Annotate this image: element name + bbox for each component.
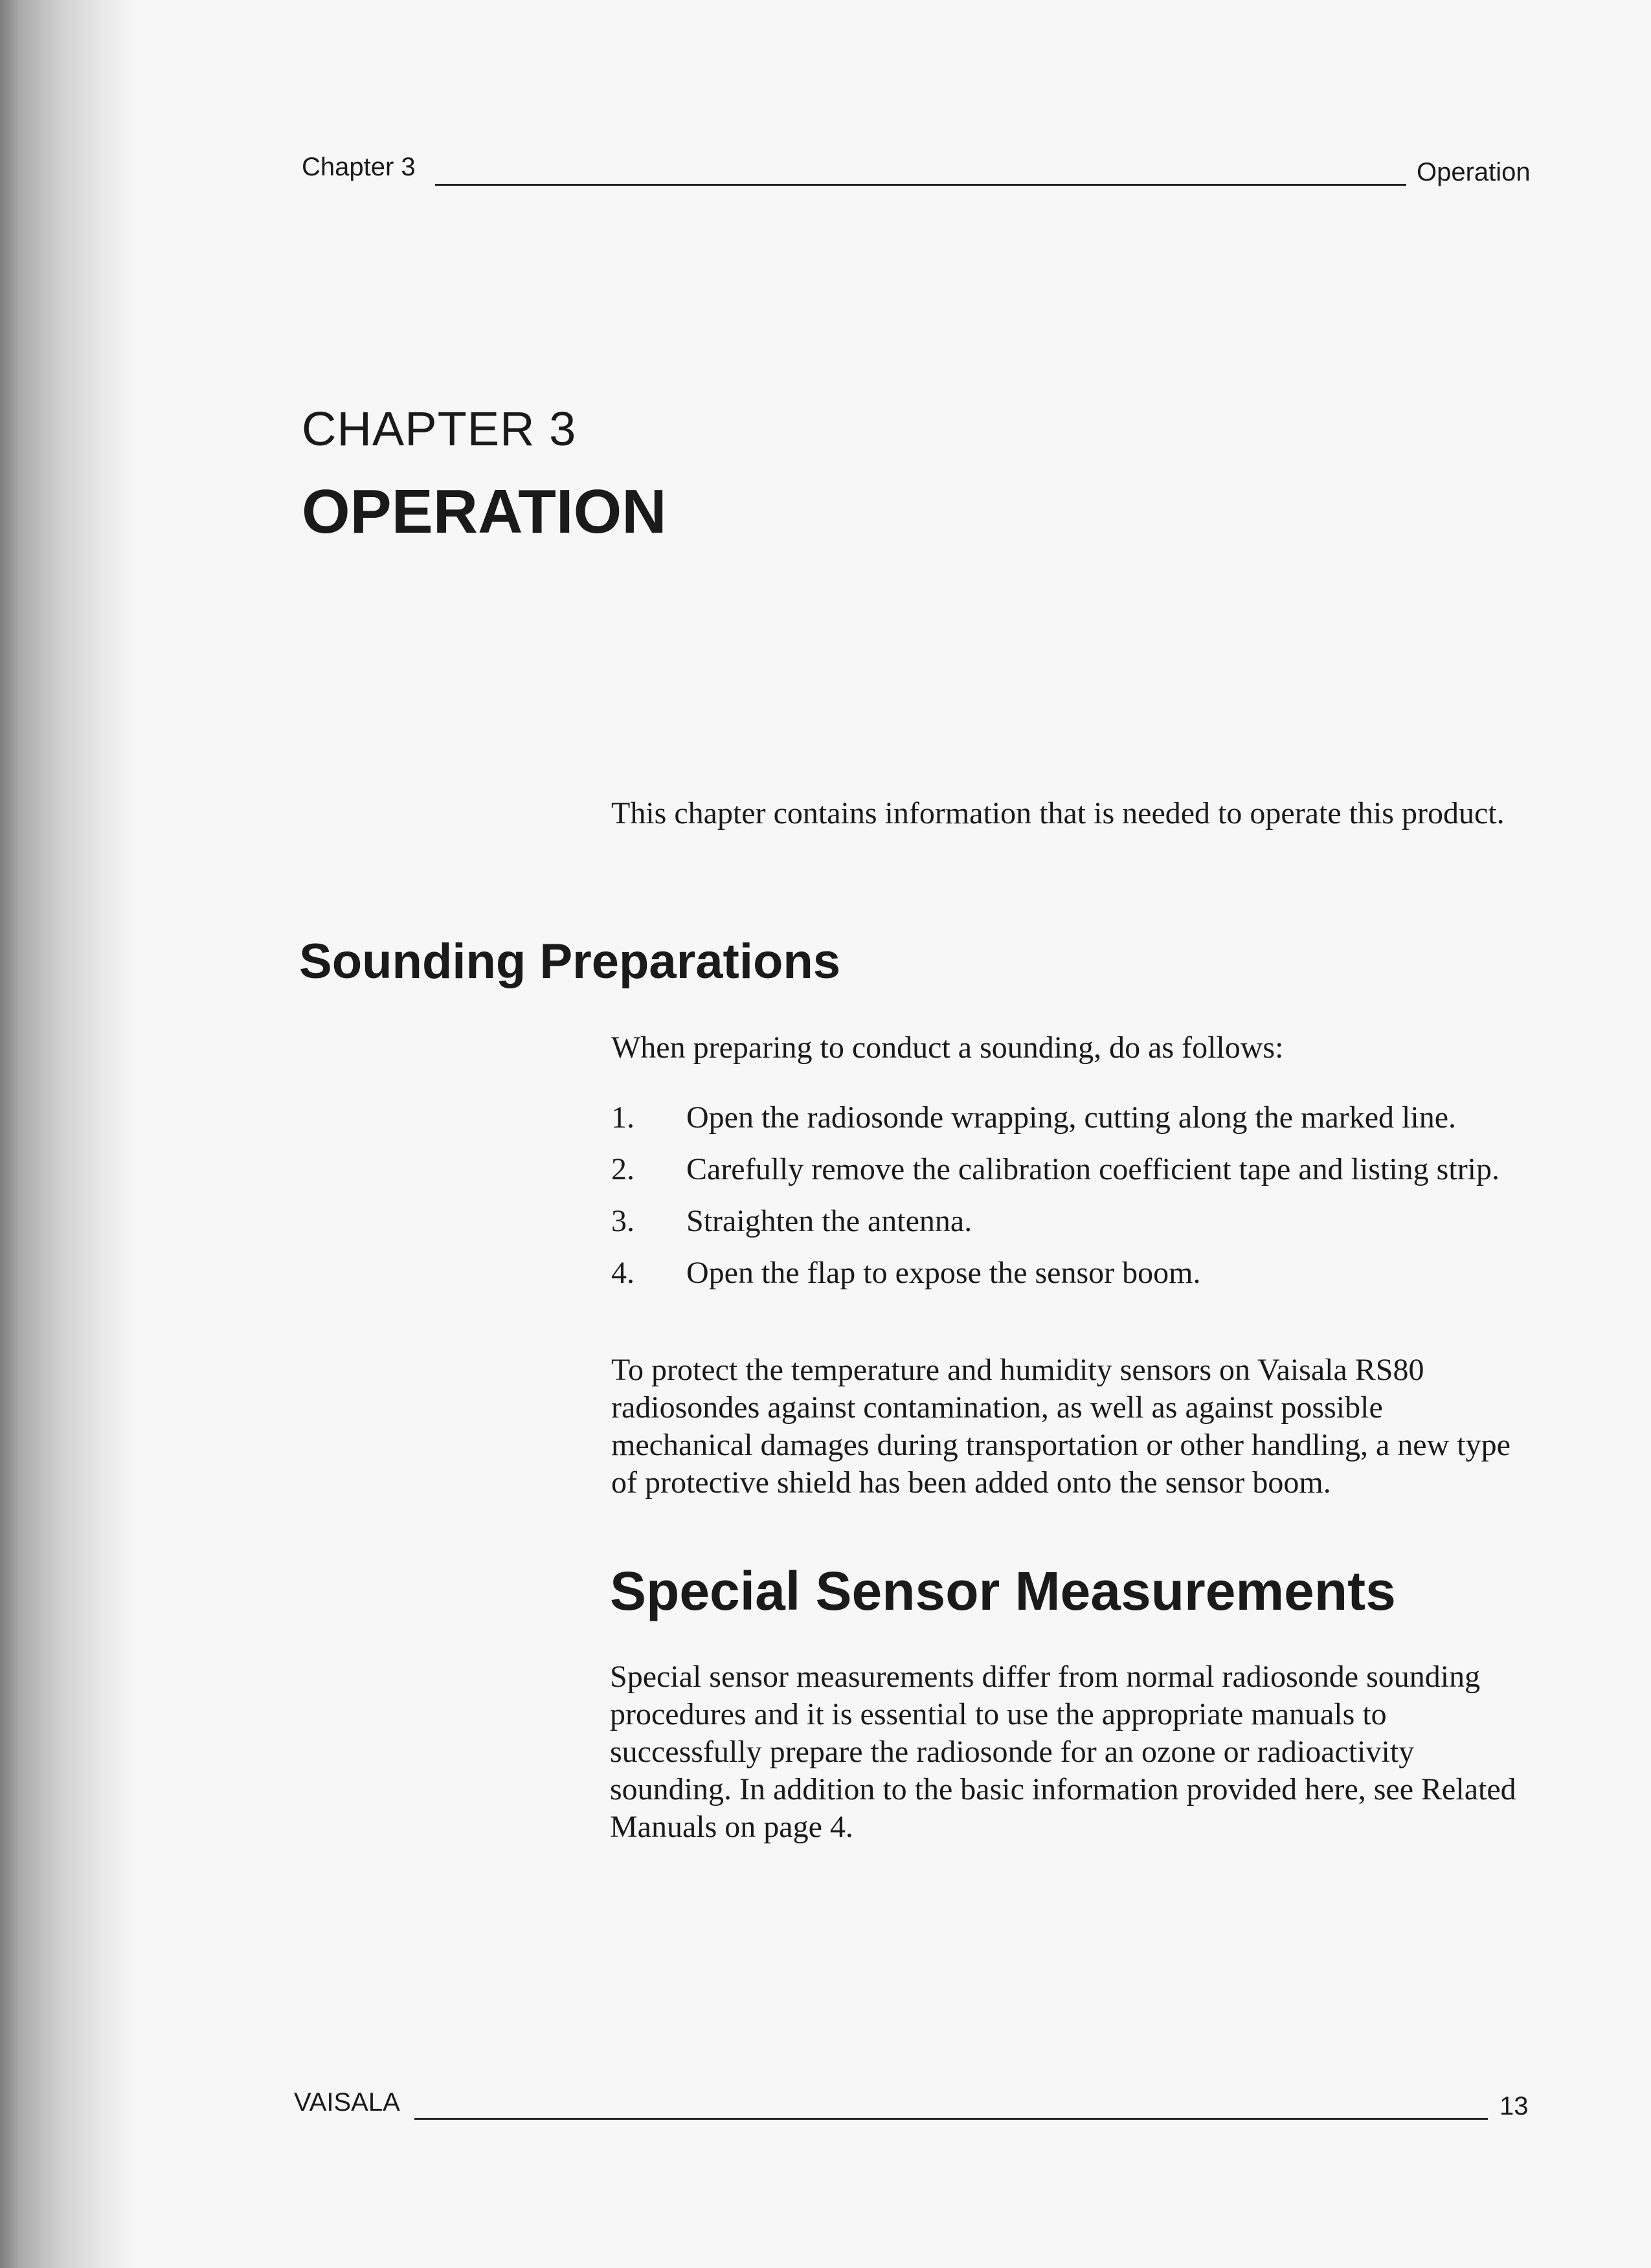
section-heading-sounding-preparations: Sounding Preparations (299, 934, 841, 989)
page-number: 13 (1499, 2092, 1529, 2120)
protective-shield-paragraph: To protect the temperature and humidity sensors on Vaisala RS80 radiosondes against contamination, as well as against possible mechanical damages during transportation or other handling, a new type of protective shield has been added onto the sensor boom. (611, 1353, 1511, 1500)
running-header-chapter: Chapter 3 (302, 153, 416, 181)
book-binding-shadow (0, 0, 136, 2268)
step-text: Straighten the antenna. (686, 1204, 972, 1238)
step-number: 3. (611, 1204, 635, 1238)
list-item (611, 1254, 1518, 1292)
footer-rule (414, 2118, 1488, 2120)
sounding-steps-list (611, 1099, 1518, 1306)
sounding-lead-text: When preparing to conduct a sounding, do as follows: (611, 1030, 1284, 1065)
footer-brand: VAISALA (294, 2088, 400, 2117)
header-rule (435, 184, 1406, 186)
list-item (611, 1203, 1518, 1240)
step-number: 4. (611, 1256, 635, 1290)
intro-paragraph: This chapter contains information that is needed to operate this product. (611, 796, 1505, 830)
chapter-label: CHAPTER 3 (302, 402, 577, 456)
chapter-title: OPERATION (302, 477, 667, 546)
step-text: Open the flap to expose the sensor boom. (686, 1256, 1201, 1290)
running-header-section: Operation (1417, 158, 1531, 186)
list-item (611, 1151, 1518, 1188)
section-heading-special-sensor-measurements: Special Sensor Measurements (610, 1561, 1396, 1621)
list-item (611, 1099, 1518, 1137)
special-sensor-paragraph: Special sensor measurements differ from normal radiosonde sounding procedures and it is essential to use the appropriate manuals to successfully prepare the radiosonde for an ozone or radioactivity sounding. In addition to the basic information provided here, see Related Manuals on page 4. (610, 1660, 1516, 1844)
step-number: 1. (611, 1100, 635, 1135)
step-number: 2. (611, 1152, 635, 1186)
step-text: Open the radiosonde wrapping, cutting along the marked line. (686, 1100, 1457, 1135)
step-text: Carefully remove the calibration coefficient tape and listing strip. (686, 1152, 1500, 1186)
